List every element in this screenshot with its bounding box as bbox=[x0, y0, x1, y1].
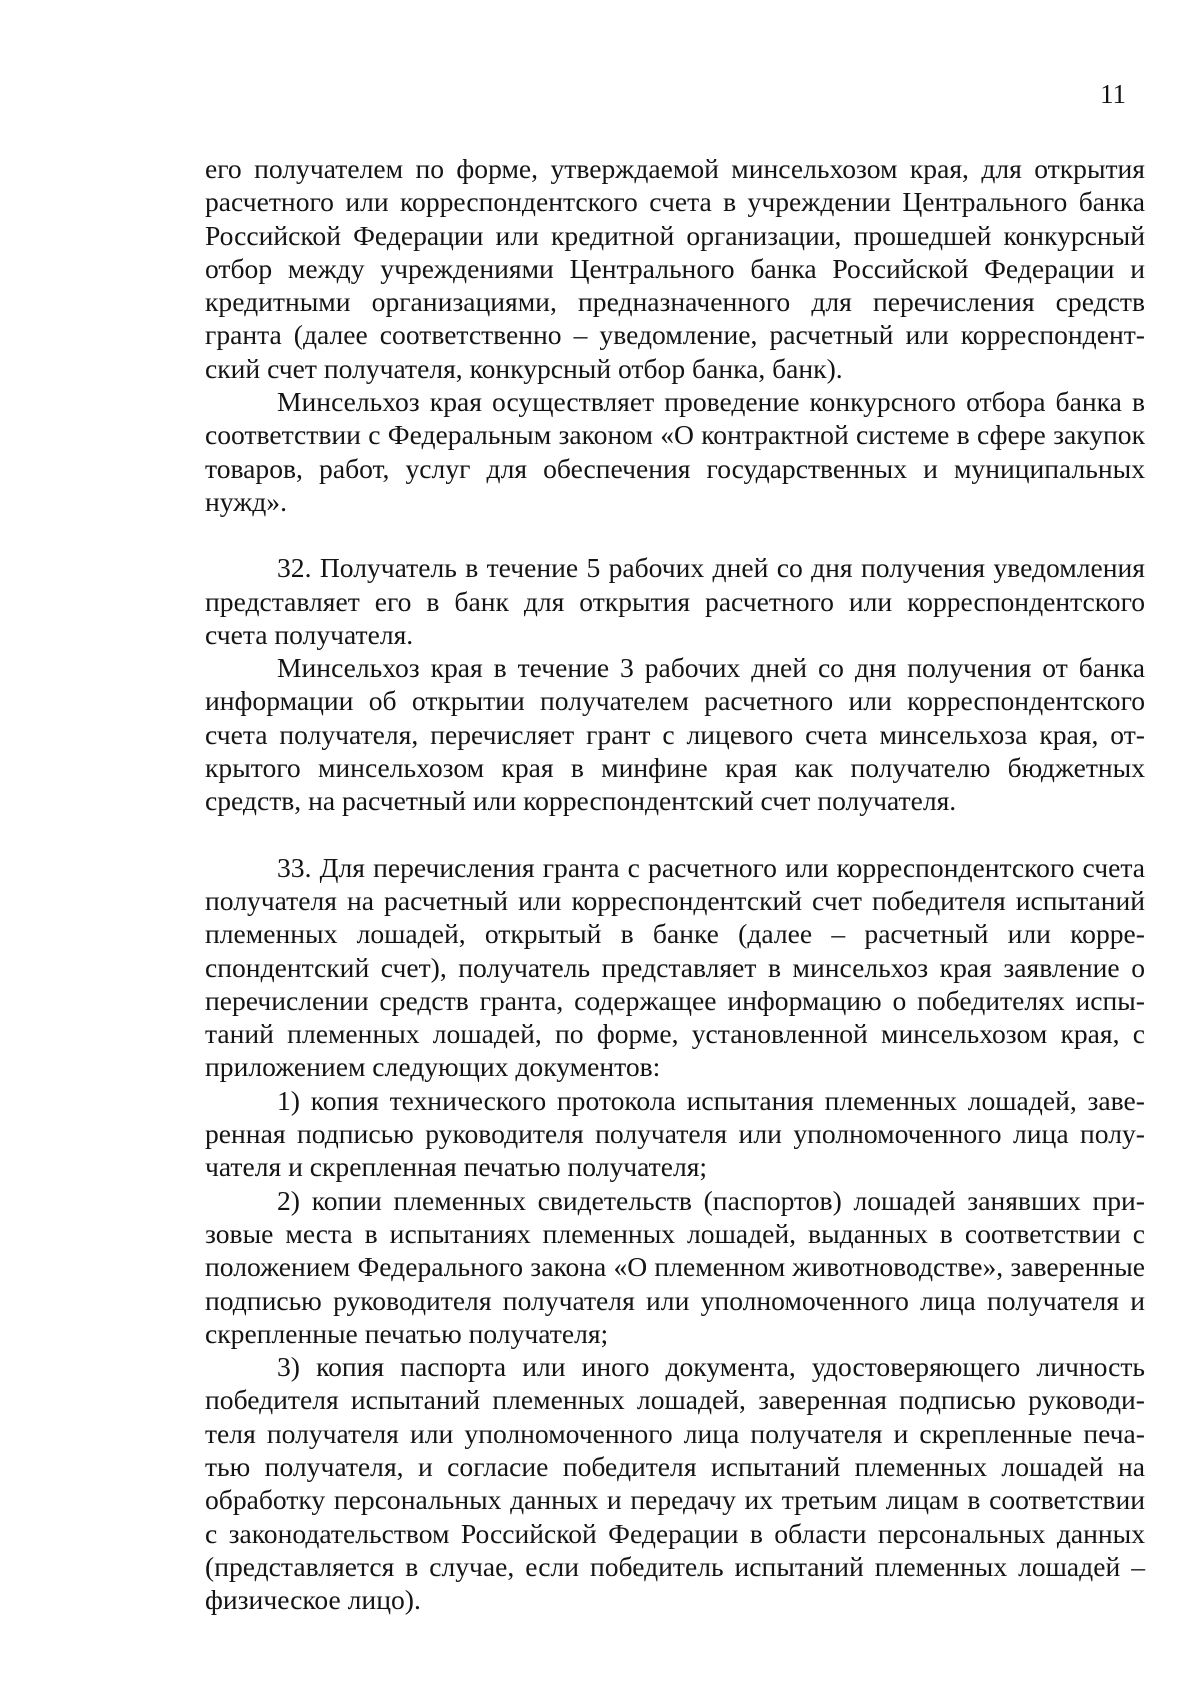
document-body bbox=[205, 152, 1145, 1616]
page-number: 11 bbox=[1100, 79, 1126, 109]
list-item-1: 1) копия технического протокола испытания племенных лошадей, заверенная подписью руководителя получателя или уполномоченного лица получателя и скрепленная печатью получателя; bbox=[205, 1084, 1145, 1183]
paragraph-grant-transfer: Минсельхоз края в течение 3 рабочих дней со дня получения от банка информации об открытии получателем расчетного или корреспондентского счета получателя, перечисляет грант с лицевого счета минсельхоза края, открытого минсельхозом края в минфине края как получателю бюджетных средств, на расчетный или корреспондентский счет получателя. bbox=[205, 652, 1145, 817]
list-item-2: 2) копии племенных свидетельств (паспортов) лошадей занявших призовые места в испытаниях племенных лошадей, выданных в соответствии с положением Федерального закона «О племенном животноводстве», заверенные подписью руководителя получателя или уполномоченного лица получателя и скрепленные печатью получателя; bbox=[205, 1184, 1145, 1349]
paragraph-clause-33: 33. Для перечисления гранта с расчетного или корреспондентского счета получателя на расчетный или корреспондентский счет победителя испытаний племенных лошадей, открытый в банке (далее – расчетный или корреспондентский счет), получатель представляет в минсельхоз края заявление о перечислении средств гранта, содержащее информацию о победителях испытаний племенных лошадей, по форме, установленной минсельхозом края, с приложением следующих документов: bbox=[205, 851, 1145, 1083]
paragraph-bank-selection: Минсельхоз края осуществляет проведение конкурсного отбора банка в соответствии с Федеральным законом «О контрактной системе в сфере закупок товаров, работ, услуг для обеспечения государственных и муниципальных нужд». bbox=[205, 386, 1145, 517]
list-item-3: 3) копия паспорта или иного документа, удостоверяющего личность победителя испытаний племенных лошадей, заверенная подписью руководителя получателя или уполномоченного лица получателя и скрепленные печатью получателя, и согласие победителя испытаний племенных лошадей на обработку персональных данных и передачу их третьим лицам в соответствии с законодательством Российской Федерации в области персональных данных (представляется в случае, если победитель испытаний племенных лошадей – физическое лицо). bbox=[205, 1351, 1145, 1616]
paragraph-continuation: его получателем по форме, утверждаемой минсельхозом края, для открытия расчетного или корреспондентского счета в учреждении Центрального банка Российской Федерации или кредитной организации, прошедшей конкурсный отбор между учреждениями Центрального банка Российской Федерации и кредитными организациями, предназначенного для перечисления средств гранта (далее соответственно – уведомление, расчетный или корреспондентский счет получателя, конкурсный отбор банка, банк). bbox=[205, 153, 1145, 384]
paragraph-clause-32: 32. Получатель в течение 5 рабочих дней со дня получения уведомления представляет его в банк для открытия расчетного или корреспондентского счета получателя. bbox=[205, 552, 1145, 650]
